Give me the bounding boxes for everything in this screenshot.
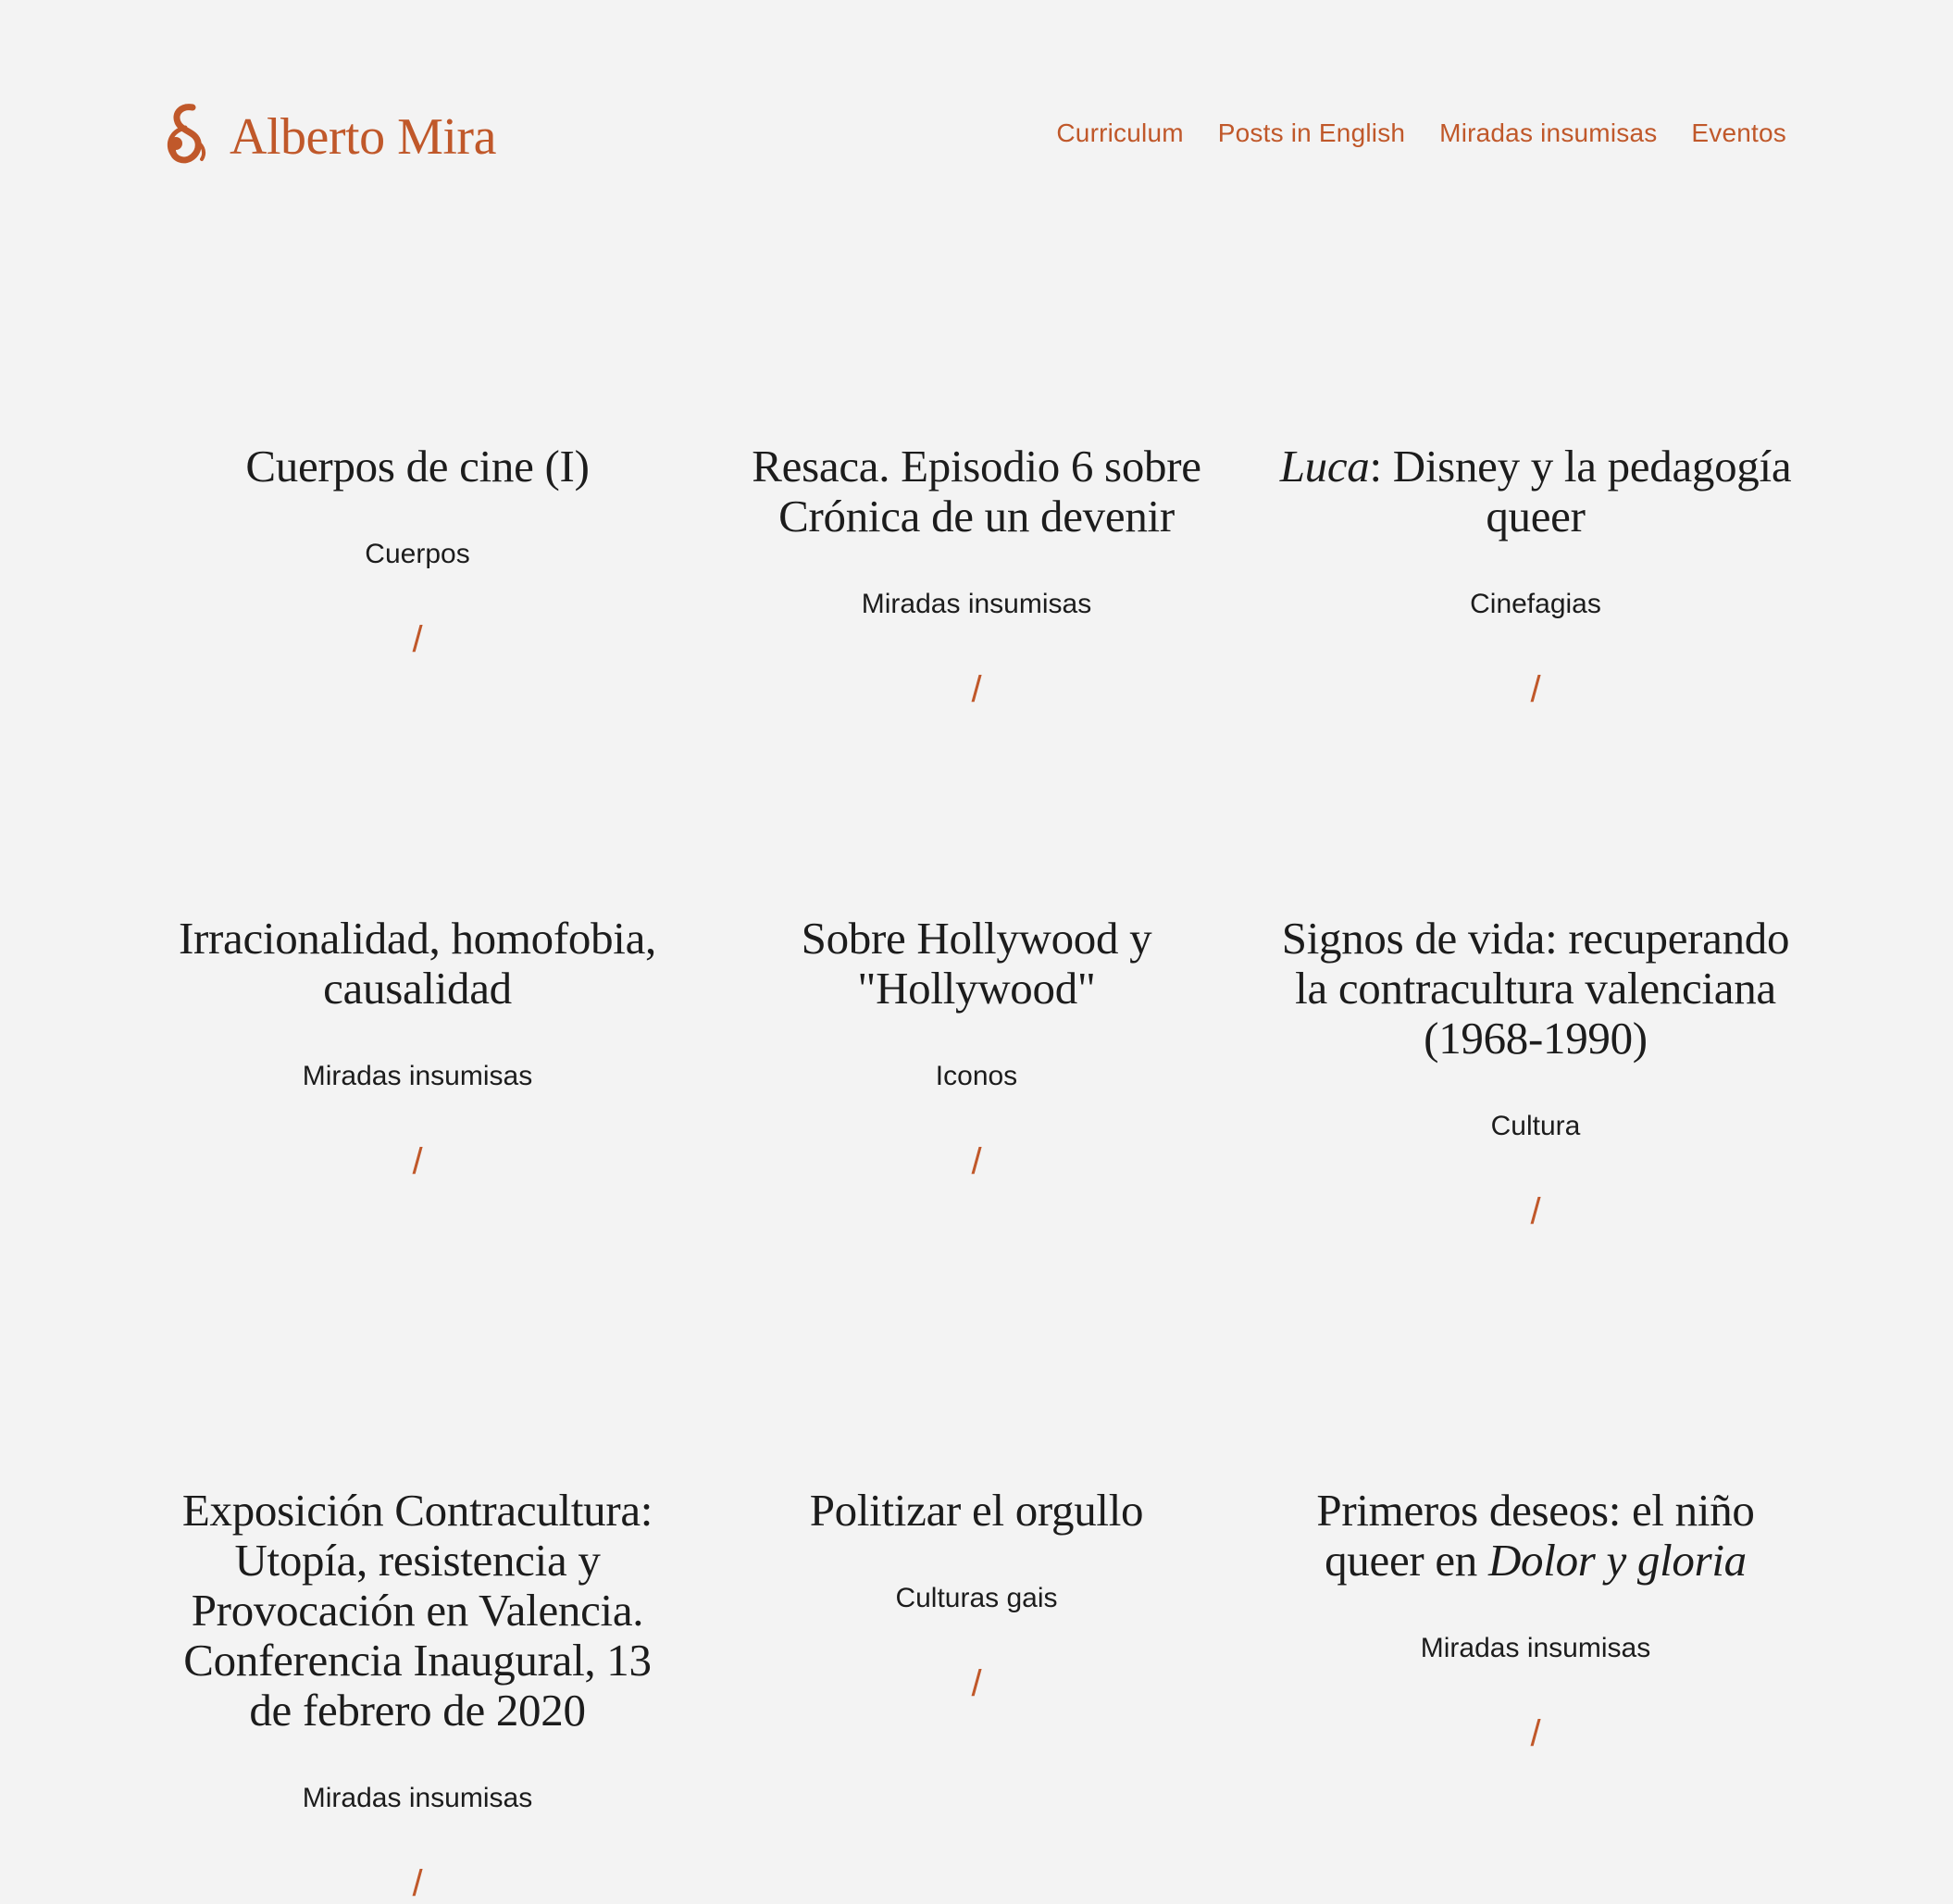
nav-link-curriculum[interactable]: Curriculum: [1056, 118, 1184, 147]
post-category[interactable]: Culturas gais: [895, 1583, 1058, 1613]
post-category[interactable]: Miradas insumisas: [302, 1061, 533, 1091]
post-separator: /: [971, 1141, 982, 1182]
post-card[interactable]: [158, 442, 677, 658]
post-title[interactable]: Politizar el orgullo: [809, 1485, 1144, 1536]
nav-link-miradas-insumisas[interactable]: Miradas insumisas: [1439, 118, 1658, 147]
post-card[interactable]: [158, 914, 677, 1180]
post-separator: /: [1530, 1713, 1541, 1754]
post-title[interactable]: Luca: Disney y la pedagogía queer: [1279, 441, 1792, 541]
post-separator: /: [971, 669, 982, 710]
post-title[interactable]: Exposición Contracultura: Utopía, resistencia y Provocación en Valencia. Conferencia Inaugural, 13 de febrero de 2020: [181, 1485, 653, 1736]
post-separator: /: [412, 619, 423, 660]
post-title[interactable]: Resaca. Episodio 6 sobre Crónica de un devenir: [752, 441, 1201, 541]
post-category[interactable]: Miradas insumisas: [861, 589, 1092, 619]
post-card[interactable]: [717, 914, 1236, 1180]
post-title[interactable]: Irracionalidad, homofobia, causalidad: [178, 913, 657, 1014]
post-title[interactable]: Primeros deseos: el niño queer en Dolor y gloria: [1316, 1485, 1755, 1586]
post-separator: /: [1530, 669, 1541, 710]
post-category[interactable]: Cuerpos: [365, 539, 470, 569]
post-category[interactable]: Miradas insumisas: [302, 1783, 533, 1813]
post-card[interactable]: [717, 442, 1236, 708]
post-title[interactable]: Signos de vida: recuperando la contracultura valenciana (1968-1990): [1281, 913, 1790, 1064]
post-title[interactable]: Cuerpos de cine (I): [245, 441, 590, 492]
post-card[interactable]: [717, 1486, 1236, 1702]
post-card[interactable]: [1276, 1486, 1795, 1752]
post-separator: /: [1530, 1191, 1541, 1232]
nav-link-eventos[interactable]: Eventos: [1691, 118, 1786, 147]
post-card[interactable]: [1276, 442, 1795, 708]
site-title: Alberto Mira: [230, 108, 496, 166]
post-separator: /: [412, 1141, 423, 1182]
post-category[interactable]: Cinefagias: [1470, 589, 1601, 619]
post-category[interactable]: Cultura: [1490, 1111, 1581, 1141]
post-title[interactable]: Sobre Hollywood y "Hollywood": [801, 913, 1152, 1014]
post-card[interactable]: [158, 1486, 677, 1902]
post-category[interactable]: Miradas insumisas: [1420, 1633, 1651, 1663]
post-separator: /: [971, 1663, 982, 1704]
post-category[interactable]: Iconos: [935, 1061, 1018, 1091]
post-separator: /: [412, 1863, 423, 1904]
nav-link-posts-in-english[interactable]: Posts in English: [1217, 118, 1406, 147]
post-card[interactable]: [1276, 914, 1795, 1230]
